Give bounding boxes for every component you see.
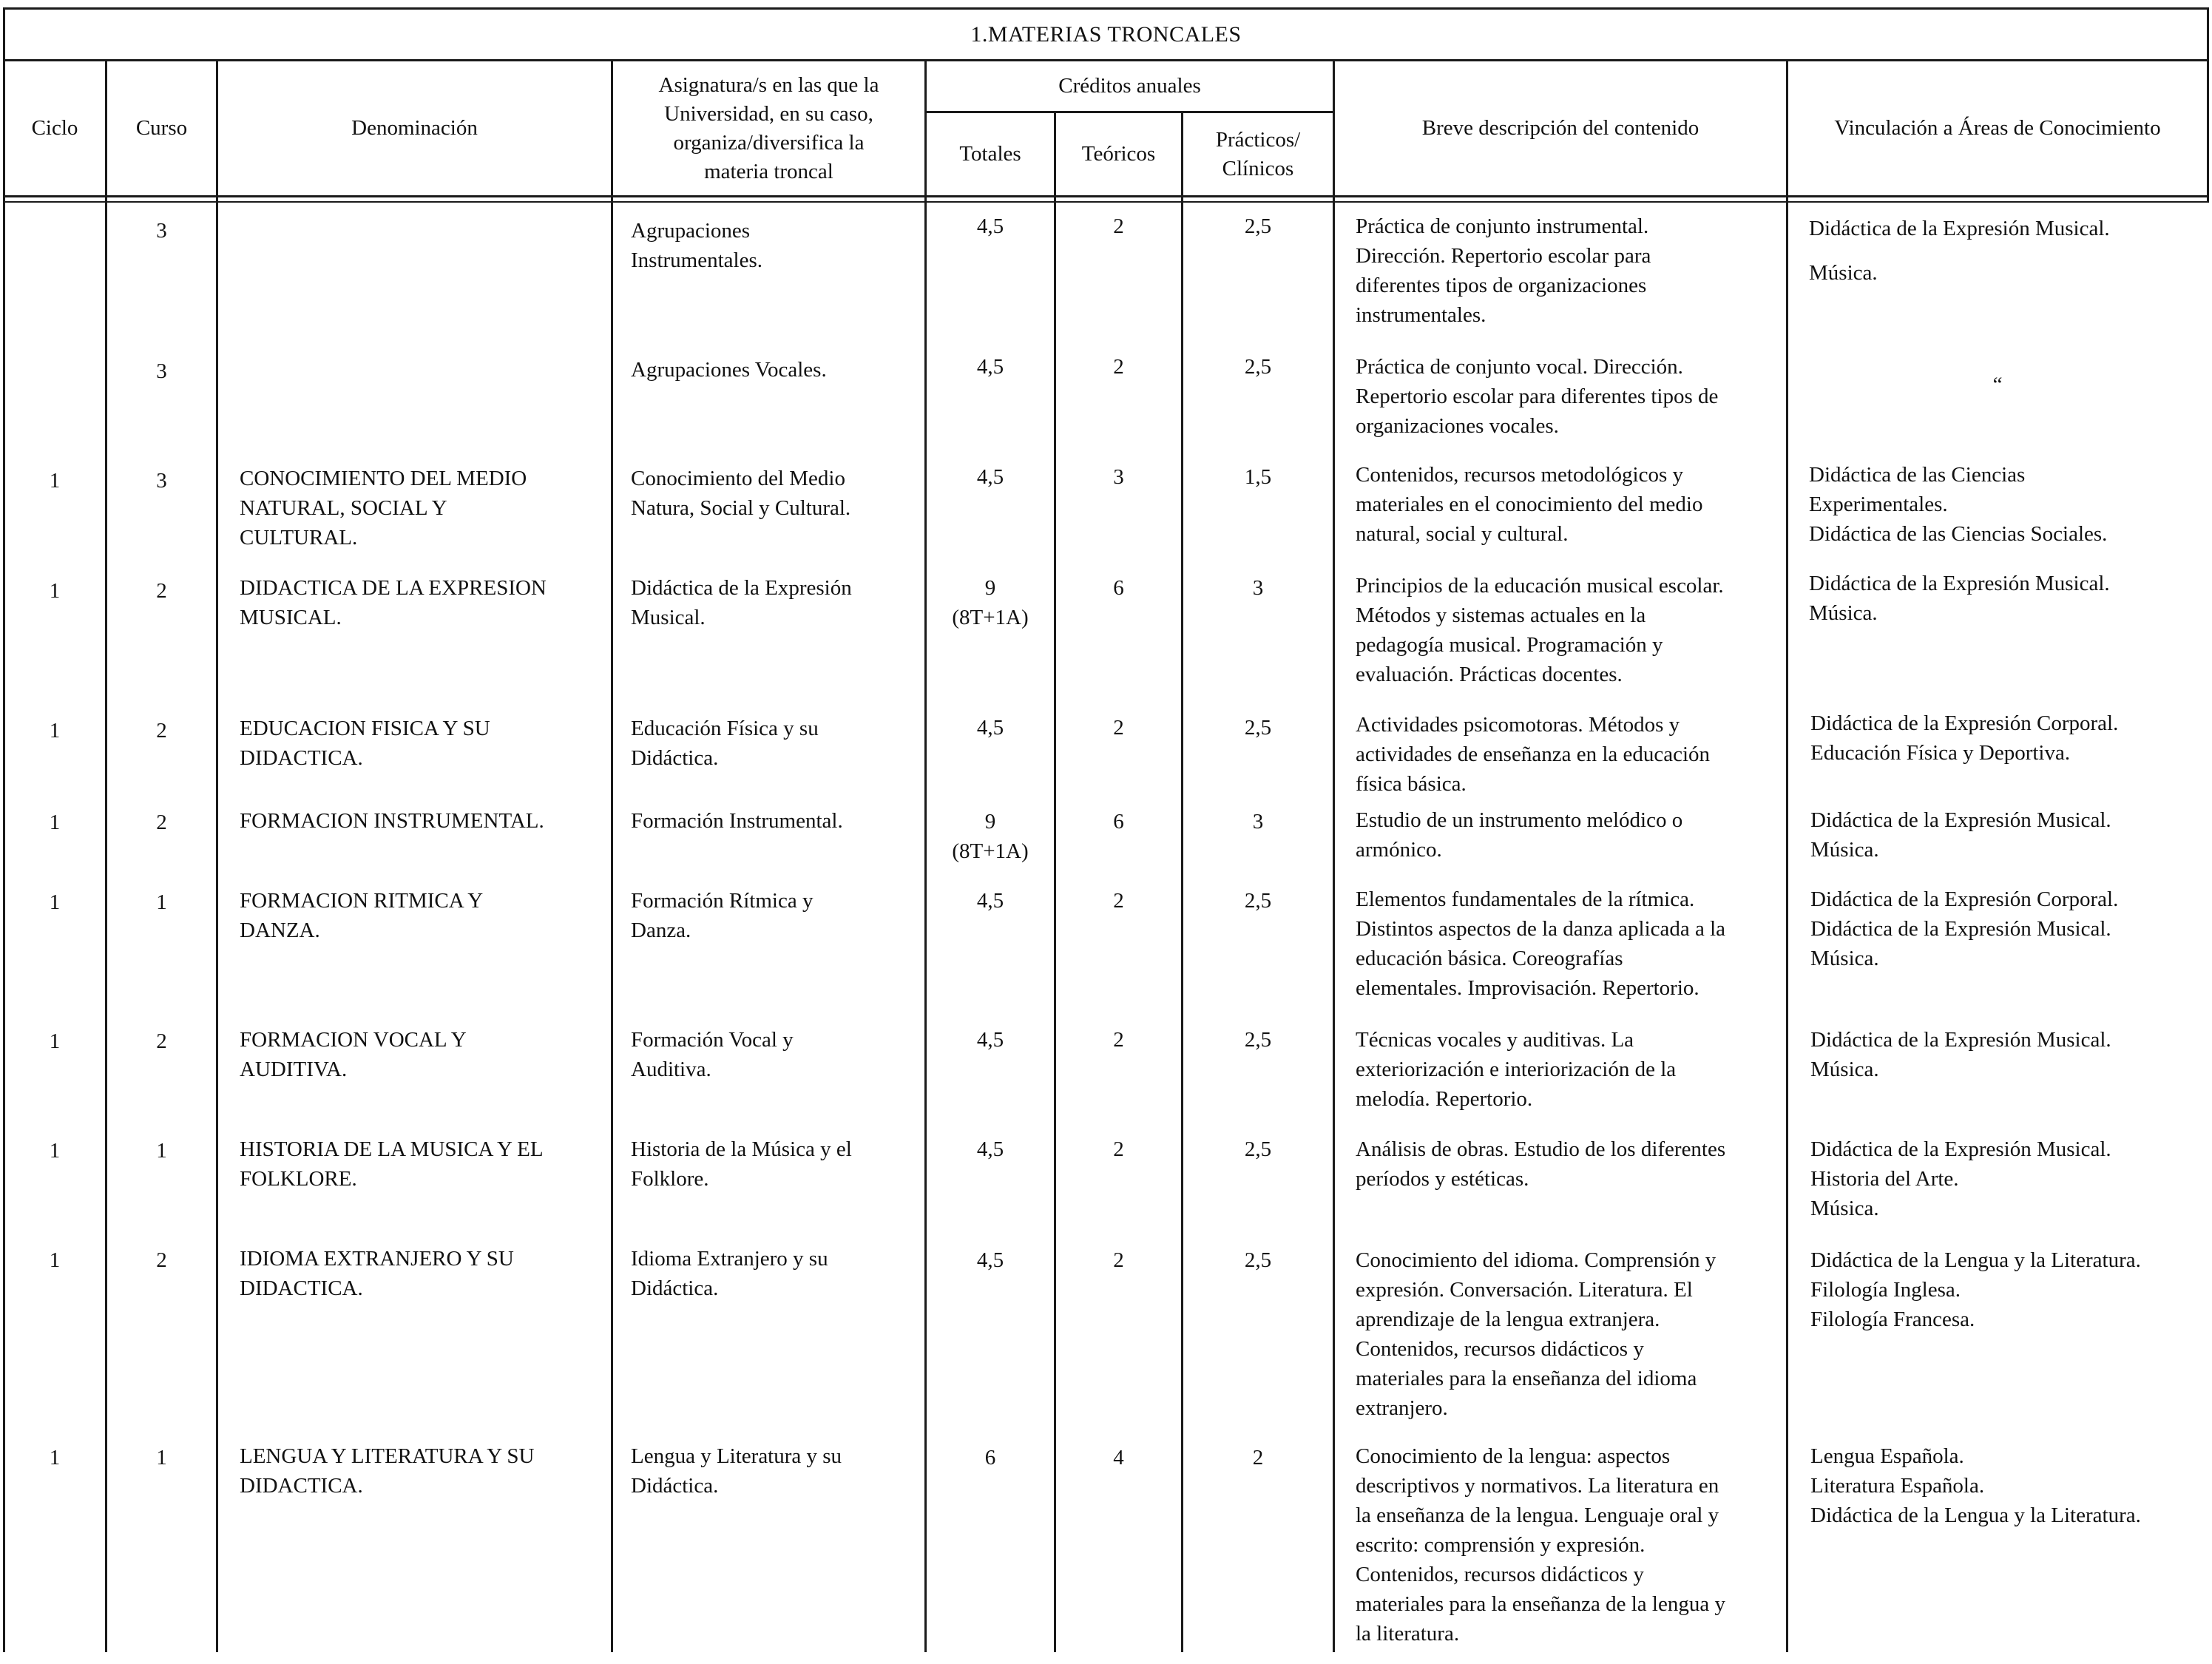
cell-teoricos: 4	[1113, 1446, 1124, 1469]
cell-curso: 3	[156, 219, 167, 243]
cell-curso: 2	[156, 1248, 167, 1272]
cell-practicos: 3	[1252, 810, 1264, 833]
cell-asignatura: Agrupaciones Vocales.	[631, 358, 827, 382]
cell-practicos: 2,5	[1244, 214, 1272, 238]
cell-denominacion: CONOCIMIENTO DEL MEDIO NATURAL, SOCIAL Y CULTURAL.	[240, 467, 527, 549]
header-denominacion: Denominación	[351, 115, 478, 140]
cell-totales: 4,5	[976, 1137, 1004, 1161]
cell-practicos: 2,5	[1244, 1248, 1272, 1272]
cell-teoricos: 2	[1113, 1028, 1124, 1052]
cell-teoricos: 6	[1113, 576, 1124, 600]
cell-denominacion: LENGUA Y LITERATURA Y SU DIDACTICA.	[240, 1444, 535, 1498]
cell-denominacion: FORMACION RITMICA Y DANZA.	[240, 889, 484, 942]
cell-asignatura: Formación Instrumental.	[631, 809, 843, 833]
cell-teoricos: 3	[1113, 465, 1124, 489]
cell-ciclo: 1	[49, 1248, 61, 1272]
rule-teoricos	[1181, 111, 1183, 1652]
cell-denominacion: EDUCACION FISICA Y SU DIDACTICA.	[240, 717, 490, 770]
cell-totales: 4,5	[976, 465, 1004, 489]
cell-totales: 4,5	[976, 214, 1004, 238]
cell-curso: 1	[156, 1446, 167, 1469]
cell-ciclo: 1	[49, 1446, 61, 1469]
header-asignaturas: Asignatura/s en las que la Universidad, en su caso, organiza/diversifica la materia troncal	[658, 73, 879, 183]
cell-ciclo: 1	[49, 469, 61, 493]
cell-vinculacion: Lengua Española. Literatura Española. Didáctica de la Lengua y la Literatura.	[1810, 1444, 2141, 1527]
cell-descripcion: Conocimiento del idioma. Comprensión y expresión. Conversación. Literatura. El aprendizaje de la lengua extranjera. Contenidos, recursos didácticos y materiales para la enseñanza del idioma extranjero.	[1356, 1248, 1717, 1420]
cell-ciclo: 1	[49, 811, 61, 834]
cell-practicos: 2,5	[1244, 355, 1272, 379]
cell-teoricos: 2	[1113, 889, 1124, 913]
cell-practicos: 2	[1252, 1446, 1264, 1469]
rule-header-bottom-2	[3, 201, 2209, 203]
cell-vinculacion: Didáctica de la Expresión Musical. Música.	[1809, 572, 2110, 625]
cell-denominacion: HISTORIA DE LA MUSICA Y EL FOLKLORE.	[240, 1137, 544, 1191]
cell-vinculacion: Didáctica de la Expresión Corporal. Educación Física y Deportiva.	[1810, 711, 2119, 765]
cell-curso: 1	[156, 890, 167, 914]
cell-asignatura: Idioma Extranjero y su Didáctica.	[631, 1247, 828, 1300]
cell-denominacion: DIDACTICA DE LA EXPRESION MUSICAL.	[240, 576, 547, 629]
cell-asignatura: Didáctica de la Expresión Musical.	[631, 576, 852, 629]
rule-creditos	[1333, 59, 1335, 1652]
cell-practicos: 2,5	[1244, 889, 1272, 913]
header-descripcion: Breve descripción del contenido	[1421, 115, 1699, 140]
cell-curso: 2	[156, 579, 167, 603]
cell-vinculacion: “	[1992, 373, 2003, 396]
rule-descripcion	[1786, 59, 1788, 1652]
rule-curso	[216, 59, 218, 1652]
cell-curso: 2	[156, 1029, 167, 1053]
cell-totales: 6	[984, 1446, 996, 1469]
cell-descripcion: Contenidos, recursos metodológicos y materiales en el conocimiento del medio natural, social y cultural.	[1356, 463, 1703, 546]
header-vinculacion: Vinculación a Áreas de Conocimiento	[1834, 115, 2161, 140]
cell-practicos: 2,5	[1244, 1137, 1272, 1161]
cell-teoricos: 2	[1113, 1137, 1124, 1161]
rule-header-bottom	[3, 195, 2209, 197]
cell-practicos: 1,5	[1244, 465, 1272, 489]
cell-teoricos: 2	[1113, 214, 1124, 238]
cell-descripcion: Conocimiento de la lengua: aspectos descriptivos y normativos. La literatura en la enseñanza de la lengua. Lenguaje oral y escrito: comprensión y expresión. Contenidos, recursos didácticos y materiales para la enseñanza de la lengua y la literatura.	[1356, 1444, 1725, 1646]
cell-denominacion: FORMACION INSTRUMENTAL.	[240, 809, 544, 833]
cell-totales: 4,5	[976, 1028, 1004, 1052]
header-teoricos: Teóricos	[1081, 142, 1156, 166]
cell-totales: 9 (8T+1A)	[952, 576, 1029, 629]
cell-ciclo: 1	[49, 1139, 61, 1163]
cell-vinculacion: Didáctica de la Expresión Corporal. Didáctica de la Expresión Musical. Música.	[1810, 887, 2119, 970]
cell-denominacion: FORMACION VOCAL Y AUDITIVA.	[240, 1028, 467, 1081]
cell-asignatura: Agrupaciones Instrumentales.	[631, 219, 762, 272]
header-creditos: Créditos anuales	[1058, 73, 1201, 98]
header-ciclo: Ciclo	[31, 115, 78, 140]
cell-vinculacion: Didáctica de la Expresión Musical. Música.	[1809, 217, 2110, 285]
cell-descripcion: Estudio de un instrumento melódico o armónico.	[1356, 808, 1683, 862]
cell-curso: 1	[156, 1139, 167, 1163]
cell-vinculacion: Didáctica de la Expresión Musical. Historia del Arte. Música.	[1810, 1137, 2111, 1220]
cell-ciclo: 1	[49, 579, 61, 603]
cell-asignatura: Formación Vocal y Auditiva.	[631, 1028, 794, 1081]
cell-asignatura: Historia de la Música y el Folklore.	[631, 1137, 852, 1191]
cell-curso: 3	[156, 359, 167, 383]
cell-practicos: 2,5	[1244, 716, 1272, 740]
cell-denominacion: IDIOMA EXTRANJERO Y SU DIDACTICA.	[240, 1247, 514, 1300]
cell-totales: 9 (8T+1A)	[952, 810, 1029, 863]
cell-curso: 3	[156, 469, 167, 493]
cell-teoricos: 6	[1113, 810, 1124, 833]
cell-descripcion: Análisis de obras. Estudio de los diferentes períodos y estéticas.	[1356, 1137, 1726, 1191]
cell-vinculacion: Didáctica de las Ciencias Experimentales. Didáctica de las Ciencias Sociales.	[1809, 463, 2108, 546]
cell-vinculacion: Didáctica de la Expresión Musical. Música.	[1810, 808, 2111, 862]
cell-ciclo: 1	[49, 890, 61, 914]
header-totales: Totales	[959, 142, 1021, 166]
cell-totales: 4,5	[976, 716, 1004, 740]
cell-asignatura: Formación Rítmica y Danza.	[631, 889, 814, 942]
table-title: 1.MATERIAS TRONCALES	[970, 21, 1242, 47]
cell-curso: 2	[156, 719, 167, 743]
cell-ciclo: 1	[49, 719, 61, 743]
cell-descripcion: Práctica de conjunto vocal. Dirección. Repertorio escolar para diferentes tipos de organizaciones vocales.	[1356, 355, 1719, 438]
header-practicos: Prácticos/ Clínicos	[1215, 127, 1301, 180]
cell-descripcion: Elementos fundamentales de la rítmica. Distintos aspectos de la danza aplicada a la educación básica. Coreografías elementales. Improvisación. Repertorio.	[1356, 887, 1726, 1000]
header-curso: Curso	[135, 115, 188, 140]
cell-totales: 4,5	[976, 355, 1004, 379]
cell-teoricos: 2	[1113, 716, 1124, 740]
cell-practicos: 3	[1252, 576, 1264, 600]
cell-totales: 4,5	[976, 889, 1004, 913]
cell-descripcion: Actividades psicomotoras. Métodos y actividades de enseñanza en la educación física básica.	[1356, 713, 1711, 796]
cell-asignatura: Educación Física y su Didáctica.	[631, 717, 819, 770]
cell-descripcion: Técnicas vocales y auditivas. La exteriorización e interiorización de la melodía. Repertorio.	[1356, 1028, 1677, 1111]
cell-vinculacion: Didáctica de la Expresión Musical. Música.	[1810, 1028, 2111, 1081]
cell-vinculacion: Didáctica de la Lengua y la Literatura. Filología Inglesa. Filología Francesa.	[1810, 1248, 2141, 1331]
rule-totales	[1054, 111, 1056, 1652]
rule-denominacion	[611, 59, 613, 1652]
cell-descripcion: Principios de la educación musical escolar. Métodos y sistemas actuales en la pedagogía musical. Programación y evaluación. Prácticas docentes.	[1356, 574, 1724, 686]
cell-totales: 4,5	[976, 1248, 1004, 1272]
cell-curso: 2	[156, 811, 167, 834]
cell-asignatura: Lengua y Literatura y su Didáctica.	[631, 1444, 842, 1498]
cell-ciclo: 1	[49, 1029, 61, 1053]
cell-teoricos: 2	[1113, 1248, 1124, 1272]
cell-descripcion: Práctica de conjunto instrumental. Dirección. Repertorio escolar para diferentes tipos de organizaciones instrumentales.	[1356, 214, 1651, 327]
cell-teoricos: 2	[1113, 355, 1124, 379]
rule-ciclo	[105, 59, 107, 1652]
cell-asignatura: Conocimiento del Medio Natura, Social y Cultural.	[631, 467, 851, 520]
cell-practicos: 2,5	[1244, 1028, 1272, 1052]
